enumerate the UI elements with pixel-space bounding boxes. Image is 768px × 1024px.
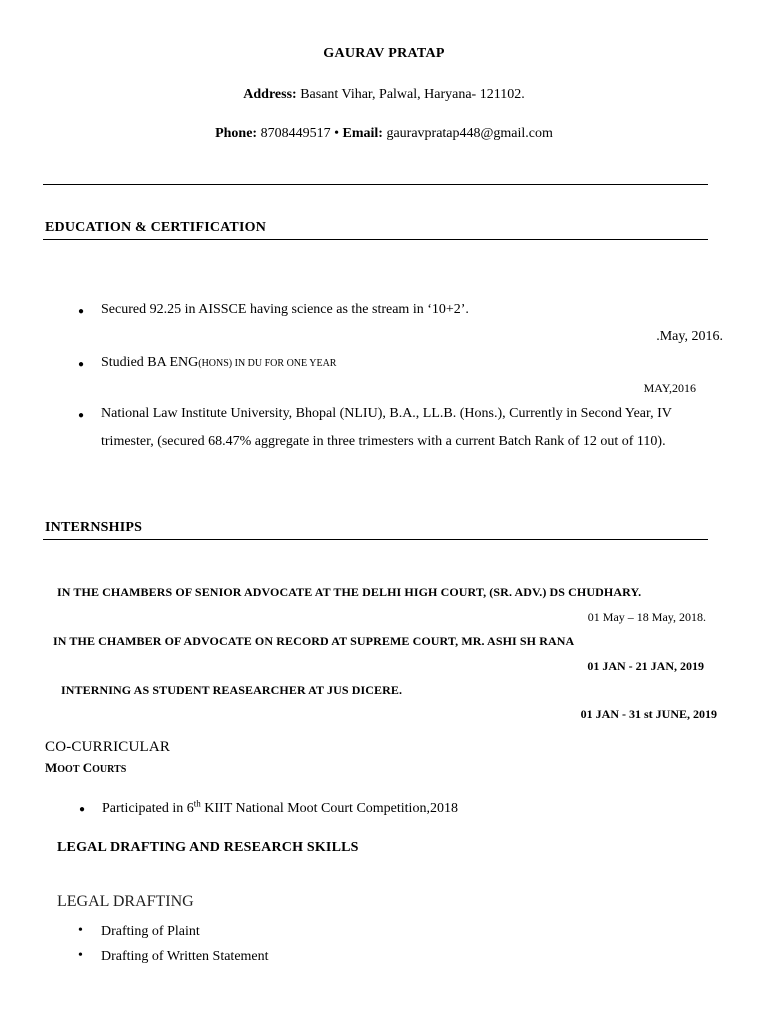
- internship-3-date: 01 JAN - 31 st JUNE, 2019: [580, 707, 717, 721]
- bullet-icon: ●: [79, 804, 86, 815]
- education-item-2-rest: (HONS) IN DU FOR ONE YEAR: [198, 358, 337, 369]
- bullet-icon: ●: [78, 306, 85, 317]
- phone-value: 8708449517 •: [257, 126, 343, 141]
- header-divider: [43, 184, 708, 185]
- internship-2-date: 01 JAN - 21 JAN, 2019: [587, 659, 704, 673]
- moot-item-sup: th: [193, 798, 201, 809]
- education-item-3-line1: National Law Institute University, Bhopal (NLIU), B.A., LL.B. (Hons.), Currently in Second Year, IV: [101, 406, 672, 421]
- legal-heading: LEGAL DRAFTING AND RESEARCH SKILLS: [57, 840, 359, 855]
- bullet-icon: •: [78, 948, 83, 963]
- education-item-2: [101, 355, 336, 371]
- education-item-2-main: Studied BA ENG: [101, 355, 199, 370]
- bullet-icon: ●: [78, 359, 85, 370]
- education-heading: EDUCATION & CERTIFICATION: [45, 220, 267, 235]
- internship-2: IN THE CHAMBER OF ADVOCATE ON RECORD AT SUPREME COURT, MR. ASHI SH RANA: [53, 634, 575, 648]
- education-divider: [43, 239, 708, 240]
- education-item-3-line2: trimester, (secured 68.47% aggregate in three trimesters with a current Batch Rank of 12 out of 110).: [101, 434, 666, 449]
- internship-1-date: 01 May – 18 May, 2018.: [587, 610, 706, 624]
- moot-court-item: [102, 798, 458, 817]
- education-item-2-date: MAY,2016: [643, 381, 696, 395]
- bullet-icon: ●: [78, 410, 85, 421]
- resume-name: GAURAV PRATAP: [323, 46, 445, 61]
- contact-line: [0, 126, 768, 142]
- moot-item-text: Participated in 6: [102, 801, 194, 816]
- legal-item-2: Drafting of Written Statement: [101, 949, 269, 964]
- email-label: Email:: [342, 126, 383, 141]
- internships-divider: [43, 539, 708, 540]
- internships-heading: INTERNSHIPS: [45, 520, 143, 535]
- phone-label: Phone:: [215, 126, 258, 141]
- moot-m: M: [45, 760, 58, 775]
- address-label: Address:: [243, 87, 297, 102]
- internship-1: IN THE CHAMBERS OF SENIOR ADVOCATE AT THE DELHI HIGH COURT, (SR. ADV.) DS CHUDHARY.: [57, 585, 642, 599]
- moot-ourts: OURTS: [92, 764, 127, 775]
- email-value: gauravpratap448@gmail.com: [382, 126, 553, 141]
- moot-courts-heading: [45, 760, 126, 776]
- education-item-1-date: .May, 2016.: [656, 329, 723, 344]
- moot-oot: OOT: [57, 764, 80, 775]
- legal-drafting-subheading: LEGAL DRAFTING: [57, 893, 194, 910]
- address-line: [0, 87, 768, 103]
- cocurricular-heading: CO-CURRICULAR: [45, 739, 171, 755]
- internship-3: INTERNING AS STUDENT REASEARCHER AT JUS DICERE.: [61, 683, 403, 697]
- bullet-icon: •: [78, 923, 83, 938]
- address-value: Basant Vihar, Palwal, Haryana- 121102.: [296, 87, 525, 102]
- moot-c: C: [79, 760, 93, 775]
- moot-item-rest: KIIT National Moot Court Competition,2018: [200, 801, 458, 816]
- education-item-1: Secured 92.25 in AISSCE having science as the stream in ‘10+2’.: [101, 302, 469, 317]
- legal-item-1: Drafting of Plaint: [101, 924, 200, 939]
